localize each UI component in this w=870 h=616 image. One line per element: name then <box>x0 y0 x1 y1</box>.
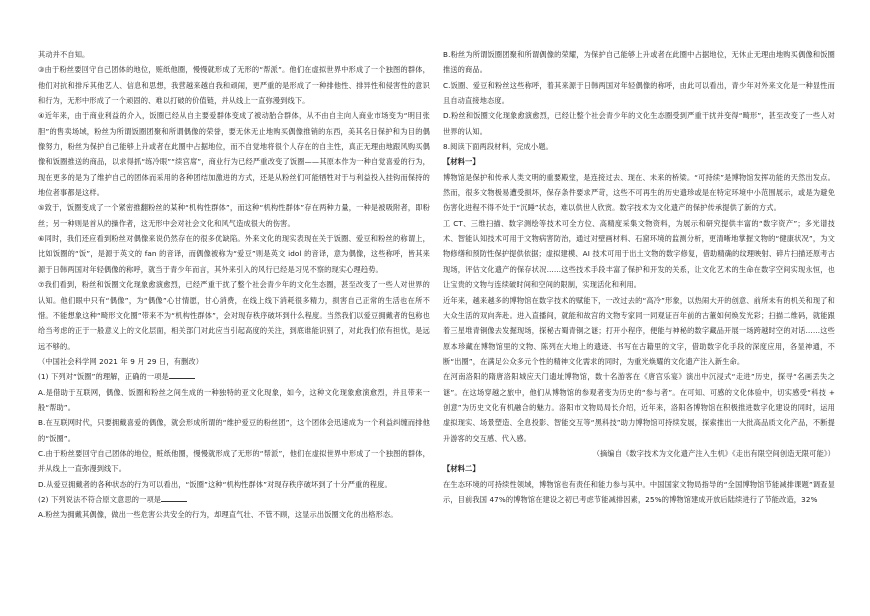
paragraph: 其动并不自知。 <box>38 50 90 59</box>
option-b: B.在互联网时代，只要拥戴喜爱的偶像，就会形成所谓的“维护爱豆的粉丝团”，这个团体会迅速成为一个利益纠缠而排他的“饭圈”。 <box>38 418 430 443</box>
paragraph: 博物馆是保护和传承人类文明的重要殿堂，是连接过去、现在、未来的桥梁。“可持续”是博物馆发挥功能的天然出发点。然而，很多文物极易遭受损坏，保存条件要求严苛，这些不可再生的历史遗珍或是在特定环境中小范围展示，或是为避免伤害化进程不得不处于“沉睡”状态，难以供世人欣赏。数字技术为文化遗产的保护传承提供了新的方式。 <box>443 172 835 213</box>
paragraph: ③由于粉丝要回守自己团体的地位，赃纸他圈，慢慢就形成了无形的“帮派”。他们在虚拟世界中形成了一个独图的群体，他们对抗和排斥其他艺人、信息和思想，我营越来越自我和顽闹，更严重的是形成了一种排他性、排异性和侵害性的意识和行为，无形中形成了一个顽固的、难以打破的价值链，并从线上一直弥漫到线下。 <box>38 65 430 106</box>
material-heading: 【材料一】 <box>443 157 480 167</box>
option-d: D.粉丝和饭圈文化现象愈演愈烈，已经让整个社会青少年的文化生态圈受到严重干扰并变得“畸形”，甚至改变了一些人对世界的认知。 <box>443 111 835 136</box>
paragraph: 在生态环境的可持续性领域，博物馆也有责任和能力参与其中。中国国家文物局指导的“全国博物馆节能减排课题”调查显示，目前我国 47%的博物馆在建设之初已考虑节能减排因素，25%的博物馆建成开放后陆续进行了节能改造，32% <box>443 479 835 504</box>
question-text: (2) 下列说法不符合原文意思的一项是 <box>38 494 162 504</box>
option-b: B.粉丝为所谓饭圈团聚和所谓偶像的荣耀，为保护自己能够上升或者在此圈中占据地位，无休止无理由地购买偶像和饭圈推送的商品。 <box>443 50 835 75</box>
paragraph: 工 CT、三维扫描、数字测绘等技术可全方位、高精度采集文物资料，为展示和研究提供丰富的“数字资产”；多光谱技术、智能认知技术可用于文物病害防治，通过对壁画材料、石窟环境的监测分析，更清晰地掌握文物的“健康状况”，为文物修缮和预防性保护提供依据；虚拟建模、AI 技术可用于出土文物的数字修复，借助精确的纹理映射、碎片扫描还原考古现场，评估文化遗产的保存状况……这些技术手段丰富了保护和开发的关系，让文化艺术的生命在数字空间实现永恒，也让宝贵的文物与连续破时间和空间的限制，实现活化和利用。 <box>443 218 835 290</box>
answer-blank <box>169 370 195 379</box>
option-a: A.粉丝为拥戴其偶像，做出一些危害公共安全的行为，却理直气壮、不管不顾，这显示出饭圈文化的出格形态。 <box>38 510 398 520</box>
paragraph: ⑦我们看到，粉丝和饭圈文化现象愈演愈烈，已经严重干扰了整个社会青少年的文化生态圈，甚至改变了一些人对世界的认知。他们眼中只有“偶像”，为“偶像”心甘情愿，甘心消费，在线上线下消耗很多精力，损害自己正常的生活也在所不惜。不能想象这种“畸形文化圈”带来不为“机构性群体”，会对现存秩序破坏到什么程度。当然我们以爱豆拥戴者的包称也给当考虑的正于一般意义上的文化层面，相关部门对此应当引起高度的关注，到底谁能识别了，对此我们依有担忧，是远远不够的。 <box>38 280 430 351</box>
option-d: D.从爱豆拥戴者的各种状态的行为可以看出，“饭圈”这种“机构性群体”对现存秩序破坏到了十分严重的程度。 <box>38 479 392 489</box>
option-a: A.是借助于互联网，偶像、饭圈和粉丝之间生成的一种独特的亚文化现象，如今，这种文化现象愈演愈烈，并且带来一般“帮助”。 <box>38 387 430 412</box>
answer-blank <box>161 493 187 502</box>
question-2 <box>38 492 430 507</box>
material-heading: 【材料二】 <box>443 464 480 474</box>
paragraph: ④近年来，由于商业利益的介入，饭圈已经从自主要爱群体变成了被动胎合群体，从不由自主向人商业市场变为“明目张胆”的售卖场域，粉丝为所谓饭圈团聚和所谓偶像的荣誉，要无休无止地购买偶像推销的东西，美其名日保护和为目的偶像努力，粉丝为保护自己能够上升或者在此圈中占据地位，而不自觉地将很个人存在的自主性，真正无理由地跟风购买偶像和饭圈推送的商品，以求得抓“练冷眼”“续宫席”，商业行为已经严重改变了饭圈——其原本作为一种自觉喜爱的行为，现在更多的是为了维护自己的团体而采用的各种团结加激进的方式，还是从粉丝们可能牺牲对于与利益投入挂钩而保持的地位者事都是这样。 <box>38 111 430 198</box>
source-note: （中国社会科学网 2021 年 9 月 29 日，有删改） <box>38 356 204 366</box>
paragraph: ⑤致于，饭圈变成了一个紧密推翻粉丝的某种“机构性群体”，而这种“机构性群体”存在两种力量，一种是被吸附者，即粉丝；另一种则是首从的操作者，这无形中会对社会文化和风气造成很大的伤害。 <box>38 203 430 228</box>
question-1 <box>38 369 430 384</box>
paragraph: 在河南洛阳的隋唐洛阳城应天门遗址博物馆，数十名游客在《唐宫乐宴》演出中沉浸式“走进”历史，探寻“名画丢失之谜”。在这场穿越之旅中，他们从博物馆的参观者变为历史的“参与者”。在可知、可感的文化体验中，切实感受“科技 + 创意”为历史文化有机融合的魅力。洛阳市文物局局长介绍，近年来，洛阳各博物馆在积极推进数字化建设的同时，运用虚拟现实、场景塑造、全息投影、智能交互等“黑科技”助力博物馆可持续发展，探索推出一大批高品质文化产品，不断提升游客的交互感、代入感。 <box>443 372 835 443</box>
paragraph: 近年来，越来越多的博物馆在数字技术的赋能下，一改过去的“高冷”形象，以热闹大开的创意、前所未有的机关和现了和大众生活的双向奔赴。进入直播间，就能和故宫的文物专家同一同观证百年前的古董如何焕发光彩；扫描二维码，就能跟着三星堆青铜像去发掘现场，探秘古蜀青铜之谜；打开小程序，便能与神秘的数字藏品开展一场跨越时空的对话……这些原本珍藏在博物馆里的文物、陈列在大地上的遗迹、书写在古籍里的文字，借助数字化手段的深度应用，各显神通，不断“出圈”，在满足公众多元个性的精神文化需求的同时，为重光焕耀的文化遗产注入新生命。 <box>443 295 835 366</box>
option-c: C.饭圈、爱豆和粉丝这些称呼，着其来源于日韩两国对年轻偶像的称呼，由此可以看出，青少年对外来文化是一种显性而且自动直接地态度。 <box>443 80 835 106</box>
source-note: （摘编自《数字技术为文化遗产注入生机》《走出有限空间创造无限可能》） <box>592 448 835 458</box>
option-c: C.由于粉丝要回守自己团体的地位，赃纸他圈，慢慢就形成了无形的“帮派”，他们在虚拟世界中形成了一个独图的群体，并从线上一直弥漫到线下。 <box>38 448 430 474</box>
question-text: (1) 下列对“饭圈”的理解，正确的一项是 <box>38 372 169 382</box>
paragraph: ⑥同时，我们还应看到粉丝对偶像来说仍然存在的很多优缺陷。外来文化的现实表现在关于饭圈、爱豆和粉丝的称谓上，比如饭圈的“饭”，是源于英文的 fan 的音译，而偶像被称为“爱豆”则是英文 idol 的音译，意为偶像，这些称呼，皆其来源于日韩两国对年轻偶像的称呼，就当于青少年而言，其外来引入的风行已经是习见不察的现实心理趋势。 <box>38 234 430 274</box>
question-8: 8.阅读下面两段材料，完成小题。 <box>443 142 553 152</box>
left-column <box>38 47 430 523</box>
right-column <box>443 47 835 507</box>
